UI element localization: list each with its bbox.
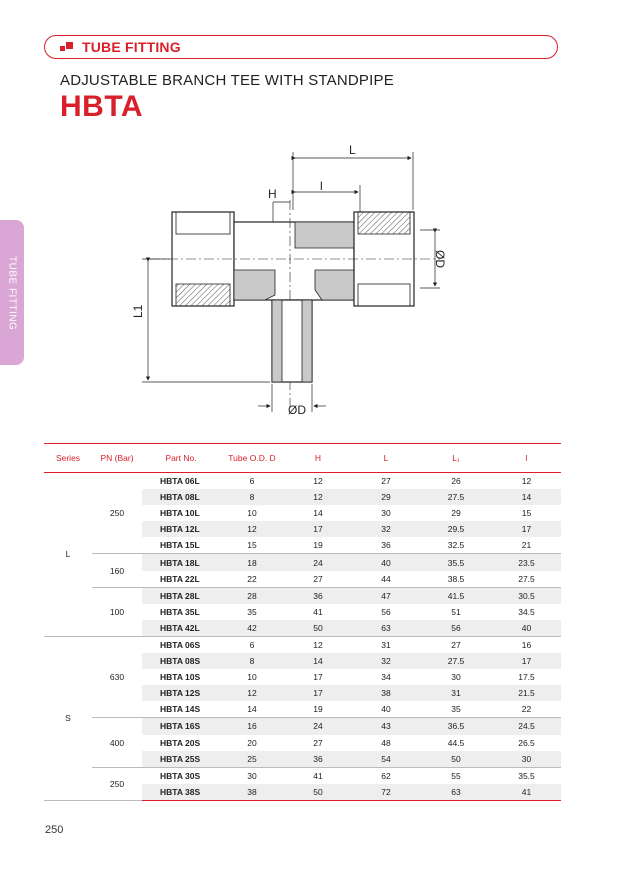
pn-cell: 400 (92, 718, 142, 767)
l-small-cell: 17 (492, 653, 561, 669)
l1-cell: 38.5 (447, 573, 465, 584)
h-cell: 24 (284, 554, 352, 571)
l-big-cell: 63 (352, 620, 420, 637)
label-L1: L1 (131, 304, 145, 318)
h-cell: 41 (284, 767, 352, 784)
header-series: Series (44, 444, 92, 473)
h-cell: 14 (313, 508, 323, 519)
l-small-cell: 17 (492, 521, 561, 537)
label-L: L (349, 143, 356, 157)
tube-od-cell: 6 (220, 636, 284, 653)
table-row (44, 718, 561, 735)
h-cell: 24 (284, 718, 352, 735)
h-cell: 12 (284, 636, 352, 653)
tube-od-cell: 22 (247, 573, 257, 584)
l-small-cell: 34.5 (518, 606, 535, 617)
pn-cell: 250 (92, 767, 142, 800)
l-big-cell: 62 (352, 767, 420, 784)
l-small-cell: 21 (521, 540, 532, 551)
tube-od-cell: 12 (220, 685, 284, 701)
part-number-cell: HBTA 14S (160, 704, 201, 715)
h-cell: 36 (284, 751, 352, 768)
l-big-cell: 38 (352, 685, 420, 701)
l-small-cell: 21.5 (492, 685, 561, 701)
h-cell: 27 (313, 737, 323, 748)
tube-od-cell: 38 (220, 784, 284, 801)
table-body (44, 473, 561, 801)
l1-cell: 27 (420, 636, 492, 653)
part-number-cell: HBTA 25S (142, 751, 220, 768)
l1-cell: 32.5 (447, 540, 465, 551)
part-number-cell: HBTA 35L (160, 606, 200, 617)
l1-cell: 31 (420, 685, 492, 701)
tube-od-cell: 10 (247, 672, 257, 683)
section-title: TUBE FITTING (82, 39, 181, 55)
l-small-cell: 24.5 (492, 718, 561, 735)
header-l-big: L (352, 444, 420, 473)
dim-L (293, 143, 413, 210)
part-number-cell: HBTA 10S (160, 672, 201, 683)
tube-od-cell: 14 (247, 704, 257, 715)
l-big-cell: 48 (381, 737, 391, 748)
l-big-cell: 32 (352, 653, 420, 669)
side-tab-label: TUBE FITTING (6, 256, 18, 331)
l1-cell: 51 (451, 606, 461, 617)
spec-table (44, 443, 561, 801)
tube-od-cell: 35 (247, 606, 257, 617)
l1-cell: 36.5 (420, 718, 492, 735)
part-number-cell: HBTA 10L (160, 508, 200, 519)
l-small-cell: 12 (521, 476, 532, 487)
part-number-cell: HBTA 06S (142, 636, 220, 653)
part-number-cell: HBTA 12L (142, 521, 220, 537)
part-number-cell: HBTA 08L (142, 489, 220, 505)
pn-cell: 250 (92, 473, 142, 554)
table-row (44, 767, 561, 784)
fitting-drawing (130, 140, 460, 420)
l-small-cell: 16 (492, 636, 561, 653)
tube-od-cell: 12 (220, 521, 284, 537)
l1-cell: 35 (451, 704, 461, 715)
h-cell: 12 (284, 489, 352, 505)
l-big-cell: 40 (381, 704, 391, 715)
h-cell: 17 (284, 521, 352, 537)
pn-cell: 630 (92, 636, 142, 717)
square-logo-icon (60, 42, 74, 52)
l-small-cell: 40 (492, 620, 561, 637)
h-cell: 17 (284, 685, 352, 701)
label-phiD-right: ØD (433, 250, 447, 268)
tube-od-cell: 42 (220, 620, 284, 637)
tube-od-cell: 28 (220, 587, 284, 604)
l1-cell: 29.5 (420, 521, 492, 537)
l1-cell: 35.5 (420, 554, 492, 571)
h-cell: 14 (284, 653, 352, 669)
table-row (44, 587, 561, 604)
l-big-cell: 72 (352, 784, 420, 801)
l-big-cell: 29 (352, 489, 420, 505)
table-row (44, 554, 561, 571)
l-big-cell: 43 (352, 718, 420, 735)
part-number-cell: HBTA 20S (160, 737, 201, 748)
part-number-cell: HBTA 06L (160, 476, 200, 487)
l1-cell: 44.5 (447, 737, 465, 748)
part-number-cell: HBTA 15L (160, 540, 200, 551)
l1-cell: 41.5 (420, 587, 492, 604)
l-big-cell: 40 (352, 554, 420, 571)
header-tube: Tube O.D. D (220, 444, 284, 473)
h-cell: 27 (313, 573, 323, 584)
l-big-cell: 27 (381, 476, 391, 487)
model-code: HBTA (60, 90, 144, 123)
tube-od-cell: 15 (247, 540, 257, 551)
header-l1: L₁ (420, 444, 492, 473)
l-small-cell: 26.5 (518, 737, 535, 748)
l1-cell: 56 (420, 620, 492, 637)
table-header-row (44, 444, 561, 473)
tube-od-cell: 8 (220, 653, 284, 669)
series-cell: L (44, 473, 92, 637)
l1-cell: 63 (420, 784, 492, 801)
dim-l (295, 179, 360, 228)
tube-od-cell: 8 (220, 489, 284, 505)
tube-od-cell: 18 (220, 554, 284, 571)
l-big-cell: 44 (381, 573, 391, 584)
l-small-cell: 41 (492, 784, 561, 801)
section-banner (44, 35, 558, 59)
l1-cell: 55 (420, 767, 492, 784)
label-H: H (268, 187, 277, 201)
l-small-cell: 35.5 (492, 767, 561, 784)
tube-od-cell: 25 (220, 751, 284, 768)
product-subtitle: ADJUSTABLE BRANCH TEE WITH STANDPIPE (60, 72, 394, 89)
tube-od-cell: 30 (220, 767, 284, 784)
h-cell: 41 (313, 606, 323, 617)
tube-od-cell: 10 (247, 508, 257, 519)
h-cell: 19 (313, 704, 323, 715)
l-small-cell: 27.5 (518, 573, 535, 584)
part-number-cell: HBTA 08S (142, 653, 220, 669)
series-cell: S (44, 636, 92, 800)
part-number-cell: HBTA 18L (142, 554, 220, 571)
l-big-cell: 56 (381, 606, 391, 617)
h-cell: 12 (313, 476, 323, 487)
side-tab[interactable] (0, 220, 24, 365)
part-number-cell: HBTA 42L (142, 620, 220, 637)
l-big-cell: 34 (381, 672, 391, 683)
header-pn: PN (Bar) (92, 444, 142, 473)
l-big-cell: 36 (381, 540, 391, 551)
label-phiD-bottom: ØD (288, 403, 306, 417)
l-small-cell: 30 (492, 751, 561, 768)
l-big-cell: 54 (352, 751, 420, 768)
h-cell: 50 (284, 784, 352, 801)
part-number-cell: HBTA 28L (142, 587, 220, 604)
part-number-cell: HBTA 16S (142, 718, 220, 735)
l-big-cell: 31 (352, 636, 420, 653)
header-l-small: l (492, 444, 561, 473)
l-small-cell: 30.5 (492, 587, 561, 604)
h-cell: 19 (313, 540, 323, 551)
l1-cell: 27.5 (420, 489, 492, 505)
part-number-cell: HBTA 22L (160, 573, 200, 584)
page-number: 250 (45, 824, 64, 836)
h-cell: 50 (284, 620, 352, 637)
l1-cell: 29 (451, 508, 461, 519)
tube-od-cell: 6 (249, 476, 255, 487)
l-small-cell: 14 (492, 489, 561, 505)
l1-cell: 30 (451, 672, 461, 683)
pn-cell: 100 (92, 587, 142, 636)
label-l: l (320, 179, 323, 193)
l-small-cell: 17.5 (518, 672, 535, 683)
table-row (44, 473, 561, 490)
h-cell: 36 (284, 587, 352, 604)
l1-cell: 27.5 (420, 653, 492, 669)
l-big-cell: 30 (381, 508, 391, 519)
tube-od-cell: 16 (220, 718, 284, 735)
part-number-cell: HBTA 38S (142, 784, 220, 801)
l-big-cell: 47 (352, 587, 420, 604)
h-cell: 17 (313, 672, 323, 683)
tube-od-cell: 20 (247, 737, 257, 748)
l-small-cell: 23.5 (492, 554, 561, 571)
l-small-cell: 15 (521, 508, 532, 519)
dim-phiD-bottom (258, 384, 326, 417)
table-row (44, 636, 561, 653)
pn-cell: 160 (92, 554, 142, 587)
l1-cell: 26 (451, 476, 461, 487)
part-number-cell: HBTA 12S (142, 685, 220, 701)
l-small-cell: 22 (521, 704, 532, 715)
header-h: H (284, 444, 352, 473)
l-big-cell: 32 (352, 521, 420, 537)
header-part: Part No. (142, 444, 220, 473)
l1-cell: 50 (420, 751, 492, 768)
part-number-cell: HBTA 30S (142, 767, 220, 784)
